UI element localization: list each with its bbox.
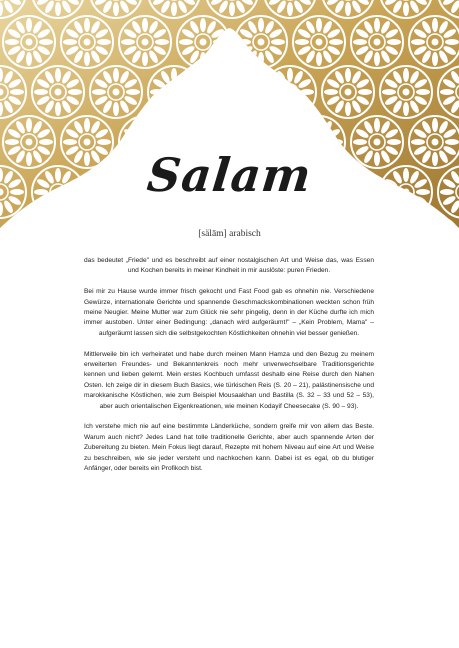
mandala-rosette (235, 16, 287, 68)
mandala-rosette (61, 16, 113, 68)
mandala-rosette (148, 66, 200, 118)
ornament-pattern (0, 0, 459, 250)
mandala-rosette (293, 16, 345, 68)
phonetic-subtitle: [sälām] arabisch (198, 229, 261, 239)
mandala-rosette (351, 16, 403, 68)
paragraph: das bedeutet „Friede" und es beschreibt auf einer nostalgischen Art und Weise das, was Essen und Kochen bereits in meiner Kindheit in mir auslöste: puren Frieden. (84, 257, 374, 275)
mandala-rosette (322, 66, 374, 118)
mandala-rosette (264, 66, 316, 118)
gold-mandala-ornament (0, 0, 459, 250)
page-title: Salam (144, 148, 315, 202)
mandala-rosette (206, 66, 258, 118)
mandala-rosette (3, 16, 55, 68)
paragraph: Mittlerweile bin ich verheiratet und habe durch meinen Mann Hamza und den Bezug zu meinem erweiterten Freundes- und Bekanntenkreis noch mehr unverwechselbare Traditionsgerichte kennen und lieben gelernt. Mein erstes Kochbuch umfasst deshalb eine Reise durch den Nahen Osten. Ich zeige dir in diesem Buch Basics, wie türkischen Reis (S. 20 – 21), palästinensische und marokkanische Köstlichen, wie zum Beispiel Mousaakhan und Bastilla (S. 32 – 33 und 52 – 53), aber auch orientalischen Eigenkreationen, wie meinen Kodayif Cheesecake (S. 90 – 93). (84, 350, 374, 410)
mandala-rosette (90, 66, 142, 118)
paragraph: Ich verstehe mich nie auf eine bestimmte Länderküche, sondern greife mir von allem das Beste. Warum auch nicht? Jedes Land hat tolle traditionelle Gerichte, aber auch spannende Arten der Zubereitung zu bieten. Mein Fokus liegt darauf, Rezepte mit hohem Niveau auf eine Art und Weise zu beschreiben, wie sie jeder versteht und nachkochen kann. Dabei ist es egal, ob du blutiger Anfänger, oder bereits ein Profikoch bist. (84, 423, 374, 473)
mandala-rosette (32, 66, 84, 118)
paragraph: Bei mir zu Hause wurde immer frisch gekocht und Fast Food gab es ohnehin nie. Verschiedene Gewürze, internationale Gerichte und spannende Geschmackskombinationen weckten schon früh meine Neugier. Meine Mutter war zum Glück nie sehr pingelig, denn in der Küche durfte ich mich immer austoben. Unter einer Bedingung: „danach wird aufgeräumt!" – „Kein Problem, Mama" – aufgeräumt lassen sich die selbstgekochten Köstlichkeiten ohnehin viel besser genießen. (84, 288, 374, 337)
mandala-rosette (119, 16, 171, 68)
mandala-rosette (177, 16, 229, 68)
body-text (84, 256, 374, 485)
mandala-rosette (380, 66, 432, 118)
